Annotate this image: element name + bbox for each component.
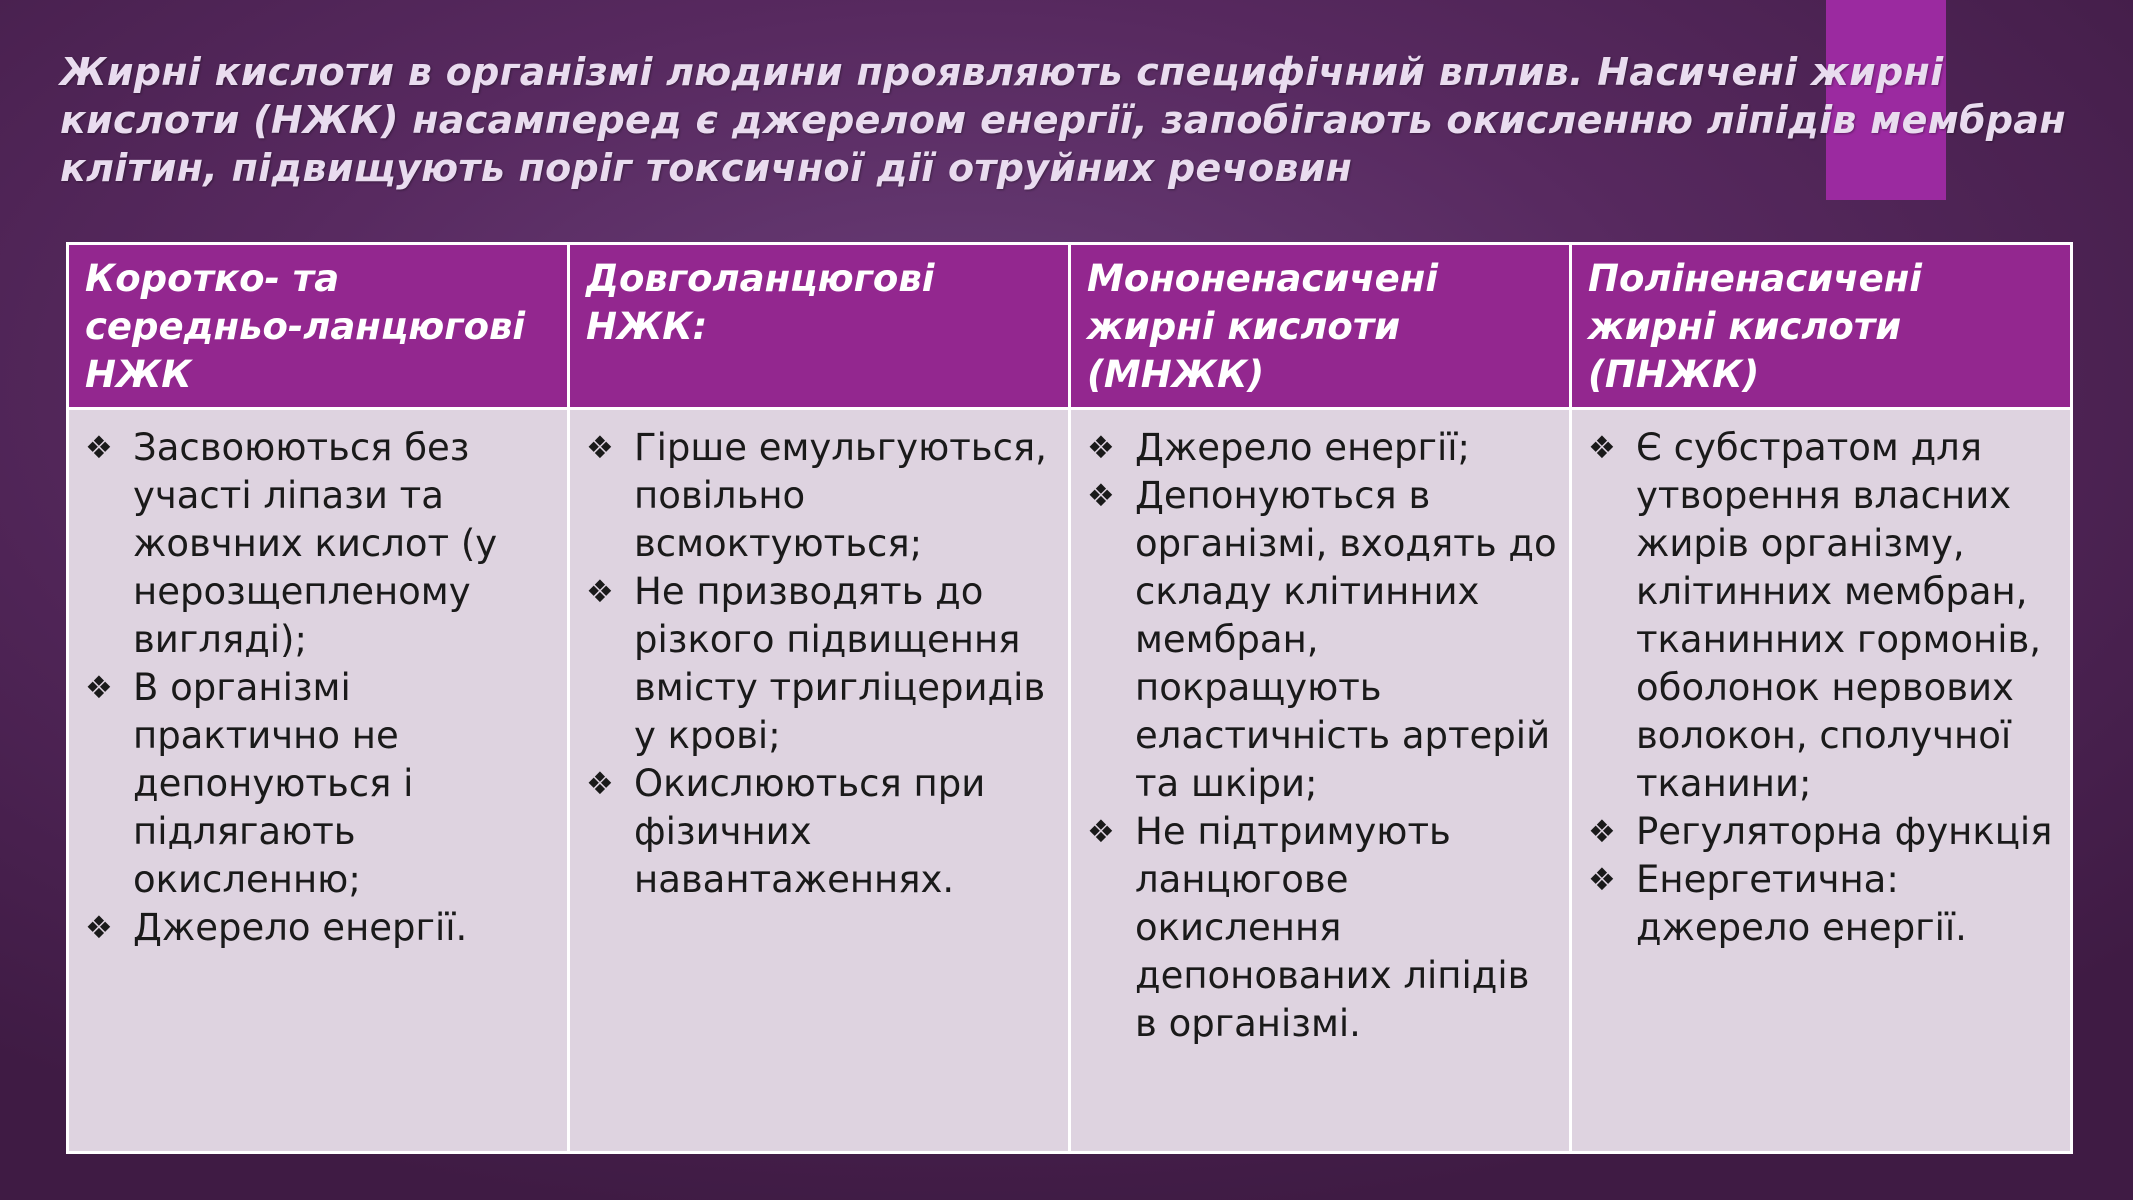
list-item [584,760,1058,904]
header-short-medium-chain: Коротко- та середньо-ланцюгові НЖК [68,244,569,409]
list-item-text: Регуляторна функція [1636,810,2053,853]
four-diamond-bullet-icon: ❖ [1087,478,1115,514]
list-item-text: Є субстратом для утворення власних жирів організму, клітинних мембран, тканинних гормонів, оболонок нервових волокон, сполучної тканини; [1636,426,2042,805]
list-item [1586,424,2060,808]
list-item-text: Джерело енергії. [133,906,468,949]
four-diamond-bullet-icon: ❖ [1588,814,1616,850]
fatty-acids-table [66,242,2073,1154]
bullet-list [83,424,557,952]
table-header-row [68,244,2072,409]
cell-polyunsaturated [1571,409,2072,1153]
four-diamond-bullet-icon: ❖ [1087,430,1115,466]
four-diamond-bullet-icon: ❖ [85,910,113,946]
slide-title: Жирні кислоти в організмі людини проявляють специфічний вплив. Насичені жирні кислоти (НЖК) насамперед є джерелом енергії, запобігають окисленню ліпідів мембран клітин, підвищують поріг токсичної дії отруйних речовин [60,50,2066,190]
list-item [83,424,557,664]
four-diamond-bullet-icon: ❖ [586,430,614,466]
list-item-text: Не підтримують ланцюгове окислення депонованих ліпідів в організмі. [1135,810,1530,1045]
list-item [1085,808,1559,1048]
list-item [83,664,557,904]
list-item-text: Гірше емульгуються, повільно всмоктуються; [634,426,1047,565]
list-item-text: Енергетична: джерело енергії. [1636,858,1967,949]
table-body-row [68,409,2072,1153]
list-item [83,904,557,952]
four-diamond-bullet-icon: ❖ [1087,814,1115,850]
four-diamond-bullet-icon: ❖ [1588,862,1616,898]
list-item [584,568,1058,760]
list-item [584,424,1058,568]
cell-monounsaturated [1070,409,1571,1153]
four-diamond-bullet-icon: ❖ [586,766,614,802]
list-item-text: Джерело енергії; [1135,426,1470,469]
list-item [1586,808,2060,856]
list-item-text: Засвоюються без участі ліпази та жовчних кислот (у нерозщепленому вигляді); [133,426,498,661]
header-monounsaturated: Мононенасичені жирні кислоти (МНЖК) [1070,244,1571,409]
cell-short-medium-chain [68,409,569,1153]
four-diamond-bullet-icon: ❖ [586,574,614,610]
list-item [1586,856,2060,952]
list-item-text: Не призводять до різкого підвищення вмісту тригліцеридів у крові; [634,570,1046,757]
bullet-list [1085,424,1559,1048]
list-item [1085,424,1559,472]
cell-long-chain [569,409,1070,1153]
four-diamond-bullet-icon: ❖ [85,430,113,466]
list-item-text: Депонуються в організмі, входять до складу клітинних мембран, покращують еластичність артерій та шкіри; [1135,474,1557,805]
header-long-chain: Довголанцюгові НЖК: [569,244,1070,409]
bullet-list [1586,424,2060,952]
bullet-list [584,424,1058,904]
four-diamond-bullet-icon: ❖ [85,670,113,706]
list-item [1085,472,1559,808]
list-item-text: В організмі практично не депонуються і підлягають окисленню; [133,666,414,901]
four-diamond-bullet-icon: ❖ [1588,430,1616,466]
header-polyunsaturated: Поліненасичені жирні кислоти (ПНЖК) [1571,244,2072,409]
list-item-text: Окислюються при фізичних навантаженнях. [634,762,986,901]
